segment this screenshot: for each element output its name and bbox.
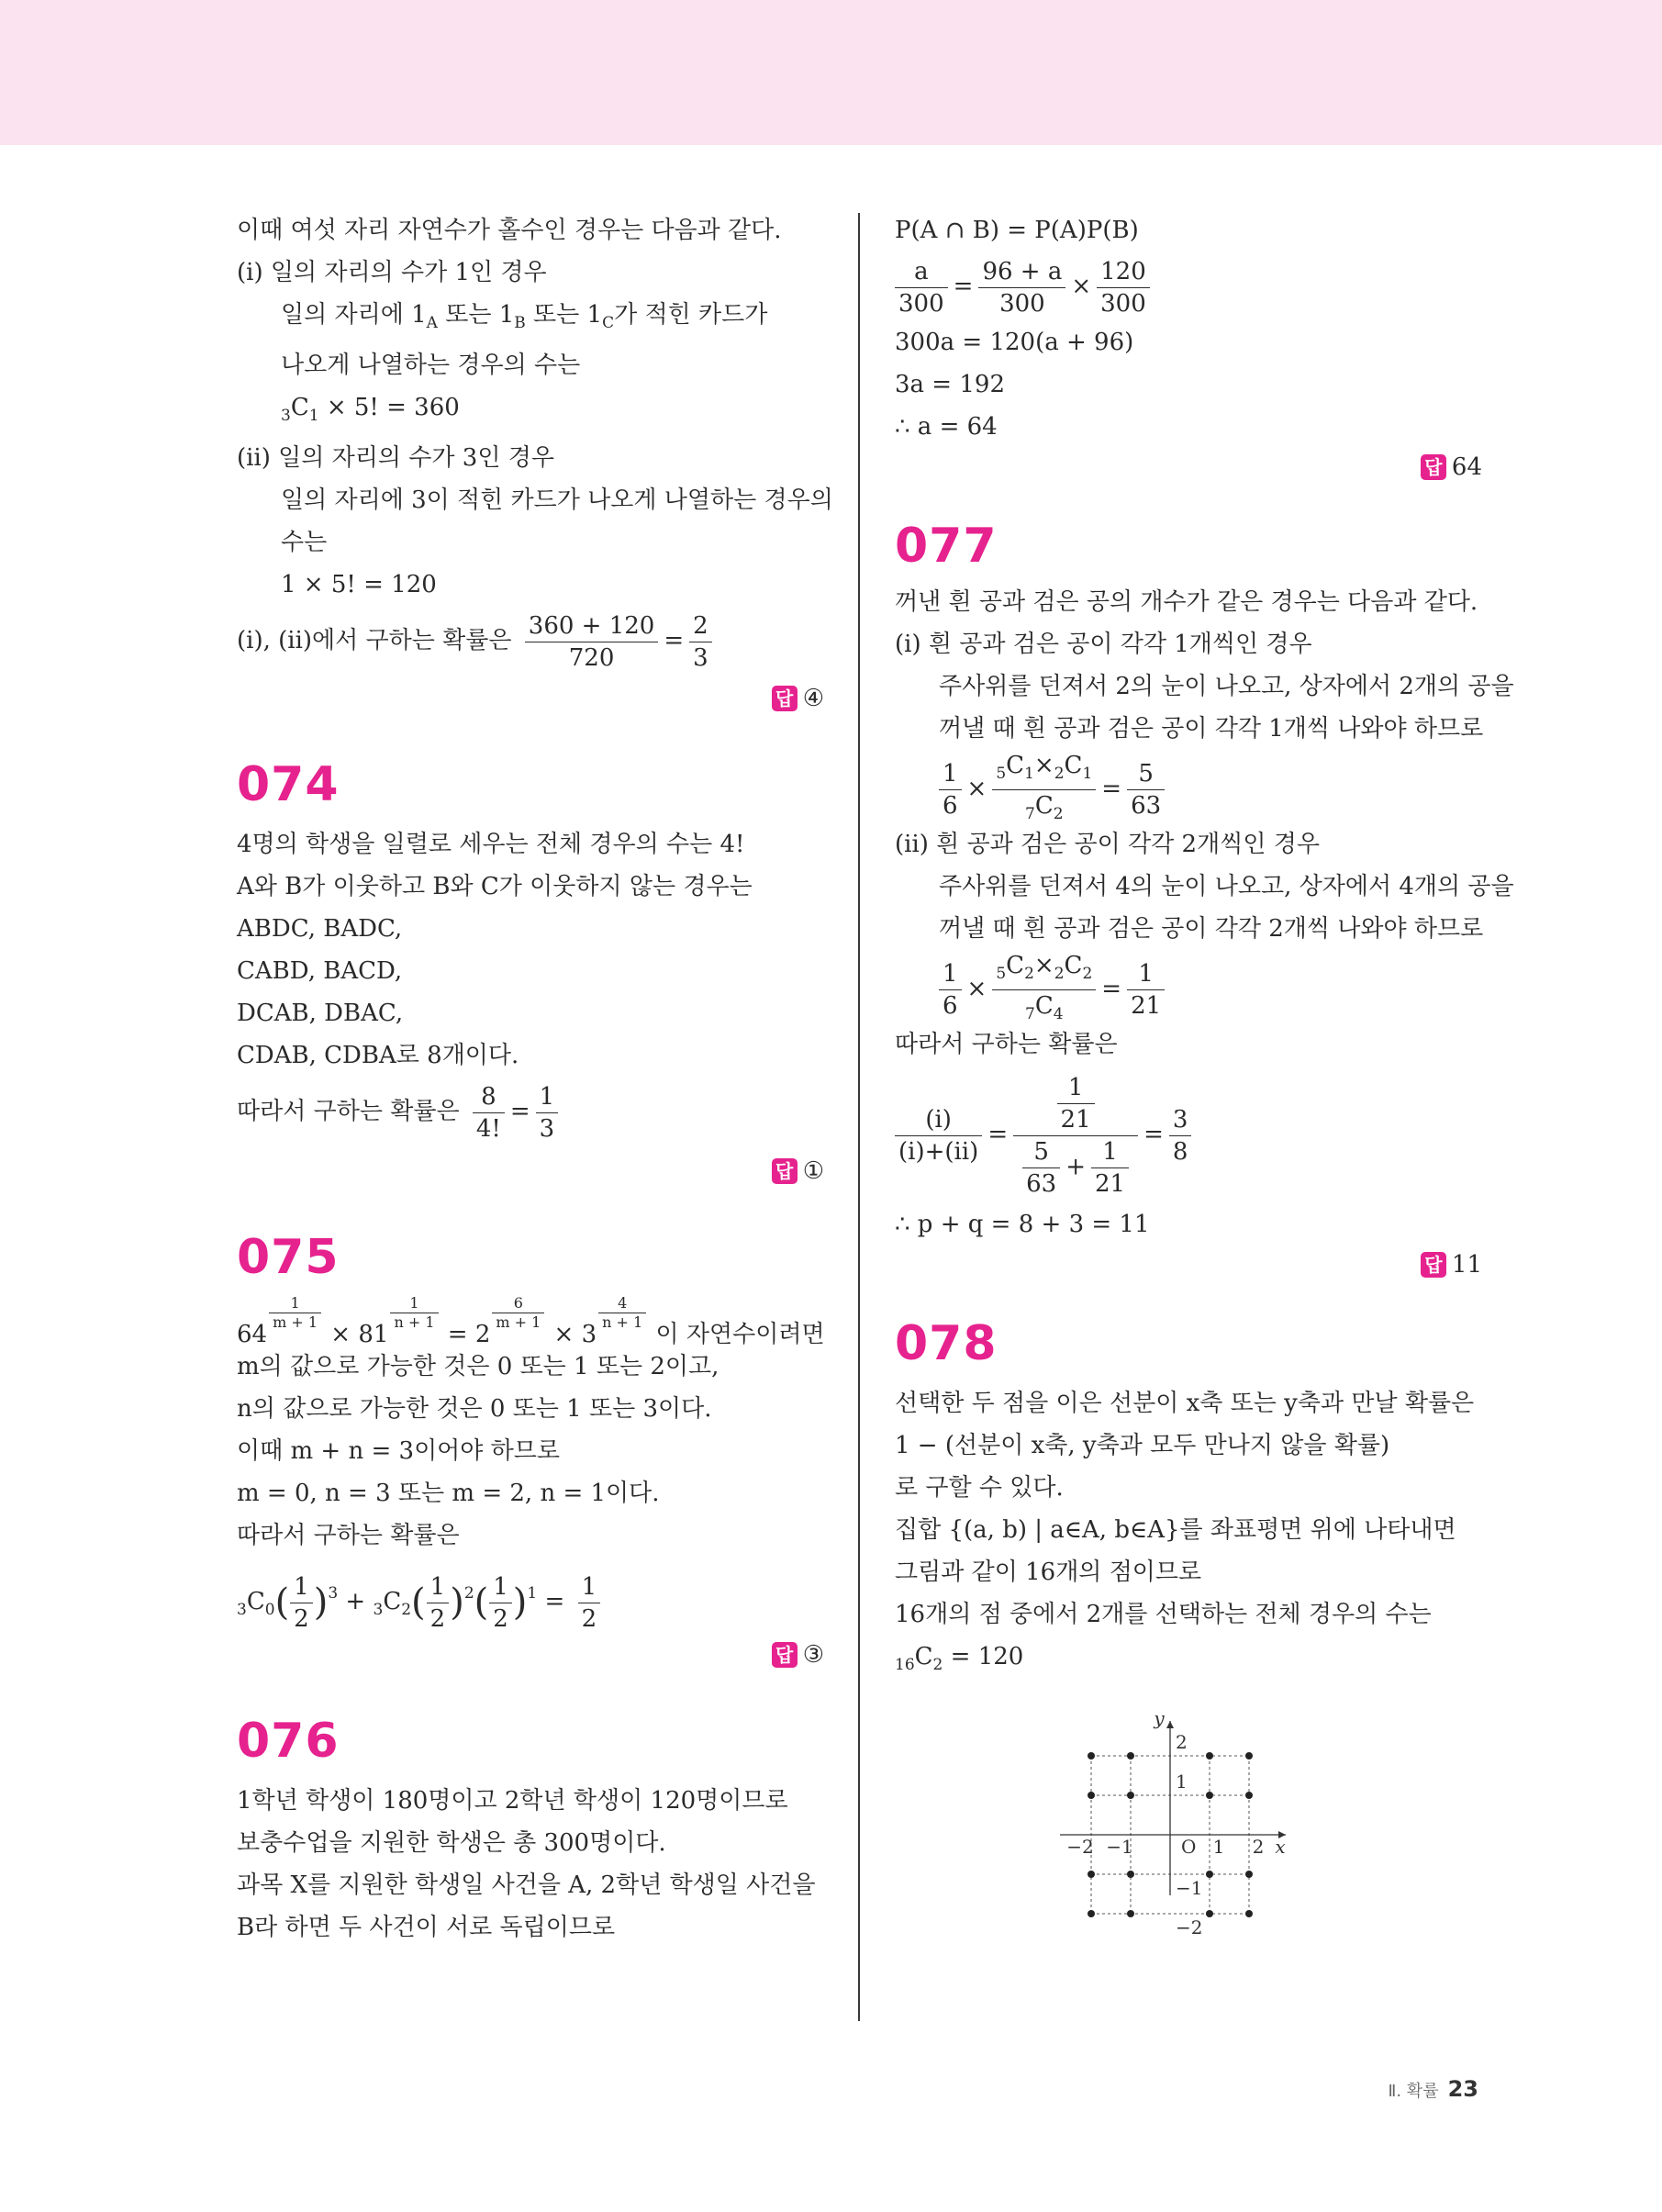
header-band	[0, 0, 1662, 145]
problem-075	[237, 1230, 824, 1673]
problem-073-continued	[237, 209, 833, 717]
math-line: 1 × 5! = 120	[281, 571, 437, 598]
answer: 답 11	[895, 1246, 1482, 1283]
grid-point	[1206, 1910, 1213, 1917]
complex-fraction: $\frac{1}{21}$ $\frac{5}{63}$ + $\frac{1}{21}$	[1013, 1072, 1138, 1200]
section-title: Ⅱ. 확률	[1388, 2082, 1439, 2101]
x-tick-label: −2	[1066, 1836, 1094, 1858]
problem-076	[237, 1714, 824, 1949]
fraction: $\frac{1}{6}$	[939, 758, 962, 821]
text-line: 주사위를 던져서 4의 눈이 나오고, 상자에서 4개의 공을	[939, 873, 1514, 900]
y-tick-label: 1	[1176, 1771, 1188, 1793]
fraction: $\frac{120}{300}$	[1097, 256, 1150, 319]
text-line: DCAB, DBAC,	[237, 1000, 404, 1027]
problem-number: 075	[237, 1230, 340, 1285]
answer-badge: 답	[772, 686, 798, 711]
grid-point	[1088, 1792, 1095, 1799]
grid-point	[1245, 1910, 1253, 1917]
math-line: $\frac{1}{6}$ × $\frac{_5C_2\times_2C_2}{_7C_4}$ = $\frac{1}{21}$	[895, 950, 1482, 1023]
origin-label: O	[1181, 1836, 1197, 1858]
text-line: 일의 자리에 $1_A$ 또는 $1_B$ 또는 $1_C$가 적힌 카드가	[281, 301, 768, 332]
axes	[1060, 1721, 1286, 1895]
left-column	[237, 209, 833, 1949]
text-line: A와 B가 이웃하고 B와 C가 이웃하지 않는 경우는	[237, 873, 753, 900]
fraction: $\frac{1}{3}$	[536, 1081, 559, 1145]
math-line: 300a = 120(a + 96)	[895, 329, 1134, 356]
problem-number: 074	[237, 757, 340, 812]
fraction: $\frac{1}{21}$	[1057, 1072, 1095, 1135]
math-line: $\frac{a}{300}$ = $\frac{96 + a}{300}$ × $\frac{120}{300}$	[895, 251, 1482, 321]
problem-number: 076	[237, 1714, 340, 1769]
fraction: $\frac{1}{2}$	[427, 1571, 450, 1635]
problem-074	[237, 757, 824, 1190]
text-line: 나오게 나열하는 경우의 수는	[281, 352, 581, 379]
text-line: m = 0, n = 3 또는 m = 2, n = 1이다.	[237, 1480, 660, 1507]
grid-point	[1088, 1871, 1095, 1878]
text-line: 꺼낼 때 흰 공과 검은 공이 각각 1개씩 나와야 하므로	[939, 715, 1484, 743]
fraction: $\frac{a}{300}$	[895, 256, 948, 319]
text-line: 집합 {(a, b) | a∈A, b∈A}를 좌표평면 위에 나타내면	[895, 1516, 1456, 1544]
math-line: $_3C_0$( $\frac{1}{2}$ )$^3 + _3C_2$( $\frac{1}{2}$ )$^2$( $\frac{1}{2}$ )$^1$ = $\frac{1}{2}$	[237, 1557, 824, 1630]
text-line: 과목 X를 지원한 학생일 사건을 A, 2학년 학생일 사건을	[237, 1871, 816, 1899]
answer: 답 64	[895, 448, 1482, 486]
fraction: $\frac{_5C_2\times_2C_2}{_7C_4}$	[992, 950, 1096, 1030]
problem-076-continued	[895, 209, 1482, 486]
exponent-fraction: $\frac{6}{m + 1}$	[492, 1294, 544, 1332]
text-line: 꺼낸 흰 공과 검은 공의 개수가 같은 경우는 다음과 같다.	[895, 588, 1478, 616]
text-line: m의 값으로 가능한 것은 0 또는 1 또는 2이고,	[237, 1353, 719, 1380]
right-column	[895, 209, 1514, 1954]
fraction: $\frac{1}{6}$	[939, 958, 962, 1022]
y-tick-label: 2	[1176, 1731, 1188, 1753]
grid-point	[1206, 1792, 1213, 1799]
math-line: $_3C_1 \times 5$! = 360	[281, 394, 460, 425]
exponent-fraction: $\frac{1}{n + 1}$	[390, 1294, 438, 1332]
answer: 답 ①	[237, 1152, 824, 1190]
text-line: CABD, BACD,	[237, 957, 403, 985]
result-line: (ⅰ), (ⅱ)에서 구하는 확률은 $\frac{360 + 120}{720}$ = $\frac{2}{3}$	[237, 606, 824, 676]
fraction: $\frac{5}{63}$	[1022, 1136, 1060, 1200]
answer-badge: 답	[1421, 454, 1446, 480]
text-line: 이때 m + n = 3이어야 하므로	[237, 1437, 561, 1465]
problem-078	[895, 1316, 1482, 1954]
grid-point	[1245, 1792, 1253, 1799]
text-line: 1 − (선분이 x축, y축과 모두 만나지 않을 확률)	[895, 1432, 1390, 1459]
fraction: $\frac{1}{21}$	[1091, 1136, 1129, 1200]
case-title: (ⅰ) 일의 자리의 수가 1인 경우	[237, 259, 547, 286]
y-axis-label: y	[1154, 1707, 1165, 1729]
page-number: 23	[1447, 2076, 1478, 2102]
text-line: 수는	[281, 529, 328, 556]
math-line: ∴ a = 64	[895, 413, 998, 441]
coordinate-grid	[1060, 1697, 1335, 1954]
text-line: 꺼낼 때 흰 공과 검은 공이 각각 2개씩 나와야 하므로	[939, 915, 1484, 943]
x-tick-label: 1	[1212, 1836, 1225, 1858]
case-title: (ⅰ) 흰 공과 검은 공이 각각 1개씩인 경우	[895, 631, 1312, 658]
answer-badge: 답	[772, 1158, 798, 1184]
case-title: (ⅱ) 흰 공과 검은 공이 각각 2개씩인 경우	[895, 831, 1320, 858]
grid-point	[1088, 1752, 1095, 1760]
text-line: CDAB, CDBA로 8개이다.	[237, 1042, 519, 1069]
answer: 답 ③	[237, 1636, 824, 1673]
text-line: 16개의 점 중에서 2개를 선택하는 전체 경우의 수는	[895, 1601, 1432, 1628]
answer: 답 ④	[237, 679, 824, 717]
y-tick-label: −1	[1176, 1877, 1203, 1899]
exponent-fraction: $\frac{1}{m + 1}$	[269, 1294, 321, 1332]
grid-point	[1088, 1910, 1095, 1917]
text-line: 따라서 구하는 확률은	[895, 1031, 1118, 1058]
answer-badge: 답	[1421, 1252, 1446, 1278]
fraction: $\frac{96 + a}{300}$	[978, 256, 1065, 319]
fraction: $\frac{8}{4!}$	[473, 1081, 505, 1145]
grid-point	[1127, 1871, 1134, 1878]
grid-point	[1206, 1752, 1213, 1760]
x-tick-label: −1	[1106, 1836, 1133, 1858]
page-footer	[1389, 2076, 1479, 2102]
problem-number: 077	[895, 519, 998, 574]
text-line: 1학년 학생이 180명이고 2학년 학생이 120명이므로	[237, 1787, 788, 1815]
text-line: 4명의 학생을 일렬로 세우는 전체 경우의 수는 4!	[237, 831, 745, 858]
text-line: 선택한 두 점을 이은 선분이 x축 또는 y축과 만날 확률은	[895, 1390, 1475, 1417]
fraction: $\frac{2}{3}$	[689, 610, 712, 674]
text-line: ABDC, BADC,	[237, 915, 403, 943]
math-line: 64 $\frac{1}{m + 1}$ × 81 $\frac{1}{n + 1}$ = 2 $\frac{6}{m + 1}$ × 3 $\frac{4}{n + 1}$ 이 자연수이려면	[237, 1294, 825, 1348]
text-line: 주사위를 던져서 2의 눈이 나오고, 상자에서 2개의 공을	[939, 673, 1514, 700]
text-line: 일의 자리에 3이 적힌 카드가 나오게 나열하는 경우의	[281, 486, 833, 514]
fraction: $\frac{1}{2}$	[489, 1571, 512, 1635]
answer-badge: 답	[772, 1642, 798, 1668]
fraction: $\frac{3}{8}$	[1169, 1104, 1192, 1167]
x-axis-label: x	[1275, 1836, 1286, 1858]
x-tick-label: 2	[1252, 1836, 1265, 1858]
problem-number: 078	[895, 1316, 998, 1371]
fraction: $\frac{1}{21}$	[1127, 958, 1165, 1022]
grid-point	[1245, 1871, 1253, 1878]
grid-point	[1127, 1792, 1134, 1799]
fraction: $\frac{\text{(ⅰ)}}{\text{(ⅰ)+(ⅱ)}}$	[895, 1104, 982, 1167]
case-title: (ⅱ) 일의 자리의 수가 3인 경우	[237, 444, 554, 472]
text-line: 이때 여섯 자리 자연수가 홀수인 경우는 다음과 같다.	[237, 217, 782, 244]
math-line: $\frac{1}{6}$ × $\frac{_5C_1\times_2C_1}{_7C_2}$ = $\frac{5}{63}$	[895, 750, 1482, 823]
axis-labels	[1066, 1707, 1285, 1938]
text-line: 그림과 같이 16개의 점이므로	[895, 1558, 1202, 1586]
fraction: $\frac{5}{63}$	[1127, 758, 1165, 821]
math-line: $_{16}C_2 = 120$	[895, 1643, 1024, 1674]
math-line: ∴ p + q = 8 + 3 = 11	[895, 1211, 1150, 1238]
y-axis-arrow	[1166, 1721, 1174, 1728]
text-line: 보충수업을 지원한 학생은 총 300명이다.	[237, 1829, 666, 1857]
math-line: P(A ∩ B) = P(A)P(B)	[895, 217, 1139, 244]
grid-point	[1127, 1752, 1134, 1760]
math-line: 3a = 192	[895, 371, 1005, 398]
fraction: $\frac{_5C_1\times_2C_1}{_7C_2}$	[992, 750, 1096, 830]
grid-point	[1245, 1752, 1253, 1760]
math-line: $\frac{\text{(ⅰ)}}{\text{(ⅰ)+(ⅱ)}}$ = $\frac{1}{21}$ $\frac{5}{63}$ + $\frac{1}{21}$ = $\frac{3}{8}$	[895, 1066, 1482, 1203]
fraction: $\frac{1}{2}$	[578, 1571, 601, 1635]
exponent-fraction: $\frac{4}{n + 1}$	[598, 1294, 646, 1332]
text-line: n의 값으로 가능한 것은 0 또는 1 또는 3이다.	[237, 1395, 712, 1423]
fraction: $\frac{1}{2}$	[290, 1571, 313, 1635]
text-line: 로 구할 수 있다.	[895, 1474, 1064, 1502]
grid-point	[1206, 1871, 1213, 1878]
text-line: 따라서 구하는 확률은	[237, 1522, 460, 1549]
result-line: 따라서 구하는 확률은 $\frac{8}{4!}$ = $\frac{1}{3}$	[237, 1077, 824, 1146]
problem-077	[895, 519, 1514, 1283]
fraction: $\frac{360 + 120}{720}$	[525, 610, 659, 674]
column-divider	[858, 213, 860, 2021]
y-tick-label: −2	[1176, 1916, 1203, 1938]
text-line: B라 하면 두 사건이 서로 독립이므로	[237, 1914, 616, 1941]
grid-point	[1127, 1910, 1134, 1917]
